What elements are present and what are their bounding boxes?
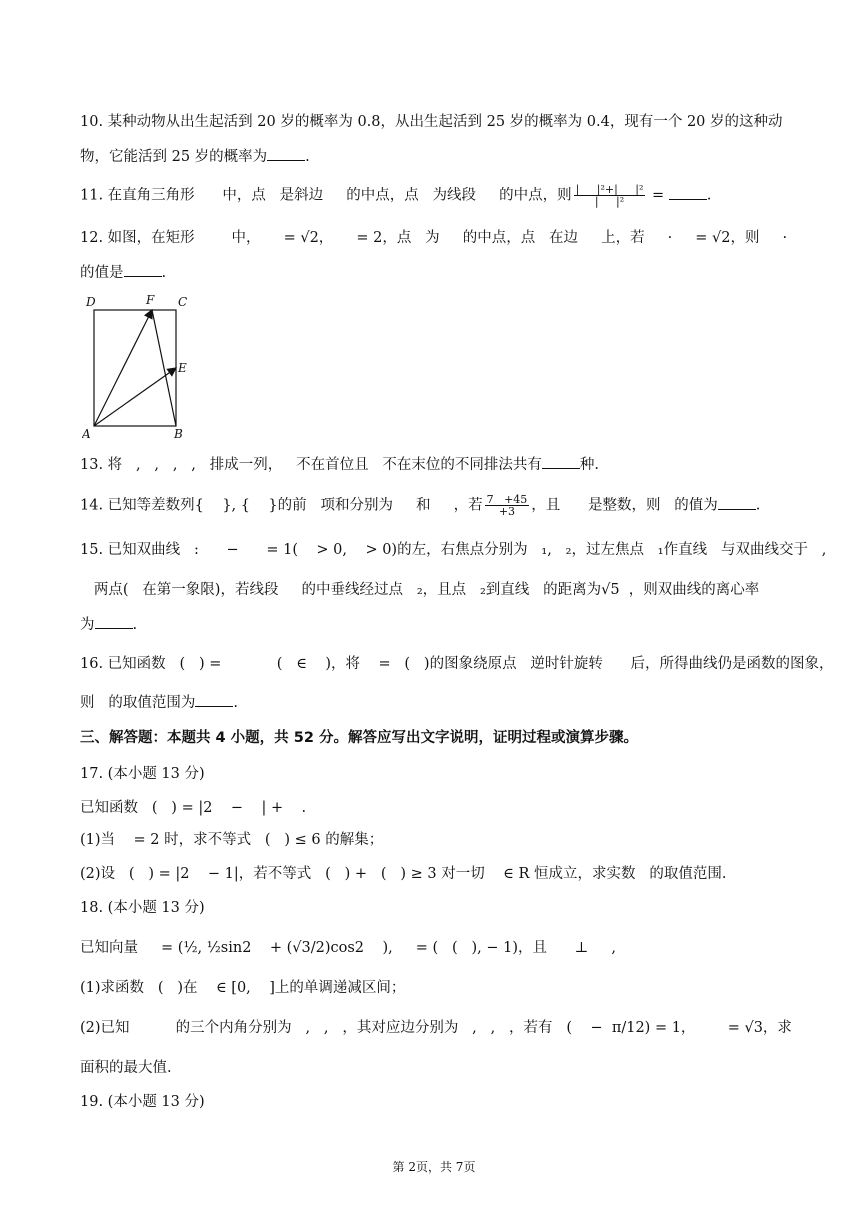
q12-text: 的值是 (80, 265, 124, 281)
page-footer: 第 2页，共 7页 (392, 1160, 476, 1174)
label-E: E (178, 361, 187, 375)
q18-title: 18. (本小题 13 分) (80, 900, 205, 916)
label-C: C (178, 295, 188, 309)
answer-blank (195, 692, 233, 707)
vector-AF (94, 310, 152, 426)
label-B: B (174, 427, 183, 441)
section-heading: 三、解答题：本题共 4 小题，共 52 分。解答应写出文字说明，证明过程或演算步骤。 (80, 730, 638, 746)
q15-line3: 为 . (80, 614, 137, 635)
q15-line1: 15. 已知双曲线 : − = 1( > 0, > 0)的左，右焦点分别为 ₁, ₂，过左焦点 ₁作直线 与双曲线交于 , (80, 542, 827, 558)
answer-blank (267, 146, 305, 161)
q16-line1: 16. 已知函数 ( ) = ( ∈ )，将 = ( )的图象绕原点 逆时针旋转 后，所得曲线仍是函数的图象， (80, 656, 834, 672)
answer-blank (95, 614, 133, 629)
q18-part1: (1)求函数 ( )在 ∈ [0, ]上的单调递减区间； (80, 980, 406, 996)
q17-title: 17. (本小题 13 分) (80, 766, 205, 782)
q12-line2: 的值是 . (80, 262, 166, 283)
q15-text: 为 (80, 617, 95, 633)
q12-line1: 12. 如图，在矩形 中， = √2， = 2，点 为 的中点，点 在边 上，若 · = √2，则 · (80, 230, 788, 246)
q11-text: 11. 在直角三角形 中，点 是斜边 的中点，点 为线段 的中点，则 (80, 187, 572, 204)
answer-blank (718, 495, 756, 510)
q11-numerator: | |²+| |² (575, 183, 644, 196)
answer-blank (669, 185, 707, 200)
q13-line (80, 454, 599, 475)
q14-line: 14. 已知等差数列{ }, { }的前 项和分别为 和 ，若 $\frac{7 +45}{+3}$ ，且 是整数，则 的值为 . (80, 493, 761, 518)
q17-stem: 已知函数 ( ) = |2 − | + . (80, 800, 307, 816)
q11-line: 11. 在直角三角形 中，点 是斜边 的中点，点 为线段 的中点，则 $\frac{\text{| |²+| |²}}{\text{| |²}}$ = . (80, 183, 712, 208)
rectangle-figure (82, 290, 202, 450)
q18-part2b: 面积的最大值. (80, 1060, 172, 1076)
q10-line1: 10. 某种动物从出生起活到 20 岁的概率为 0.8，从出生起活到 25 岁的概率为 0.4，现有一个 20 岁的这种动 (80, 114, 783, 130)
segment-FB (152, 310, 176, 426)
q11-fraction (574, 184, 646, 207)
q16-line2: 则 的取值范围为 . (80, 692, 238, 713)
q19-title: 19. (本小题 13 分) (80, 1094, 205, 1110)
vector-AE (94, 368, 176, 426)
q18-stem: 已知向量 = (½, ½sin2 + (√3/2)cos2 ), = ( ( ), − 1)，且 ⊥ , (80, 940, 616, 956)
q11-denominator: | |² (594, 195, 625, 208)
label-D: D (86, 295, 96, 309)
label-A: A (82, 427, 91, 441)
q14-numerator: 7 +45 (486, 493, 528, 506)
label-F: F (146, 293, 155, 307)
answer-blank (542, 454, 580, 469)
q13-suffix: 种. (579, 457, 600, 473)
q15-line2: 两点( 在第一象限)，若线段 的中垂线经过点 ₂，且点 ₂到直线 的距离为√5 ，则双曲线的离心率 (80, 582, 760, 598)
q17-part2: (2)设 ( ) = |2 − 1|，若不等式 ( ) + ( ) ≥ 3 对一切 ∈ R 恒成立，求实数 的取值范围. (80, 866, 727, 882)
q13-text: 13. 将 , , , , 排成一列， 不在首位且 不在末位的不同排法共有 (80, 457, 542, 473)
answer-blank (124, 262, 162, 277)
q14-fraction (485, 494, 530, 517)
q14-text: 14. 已知等差数列{ }, { }的前 项和分别为 和 ，若 (80, 497, 483, 514)
q16-text: 则 的取值范围为 (80, 695, 196, 711)
q18-part2: (2)已知 的三个内角分别为 , , ，其对应边分别为 , , ，若有 ( − π/12) = 1， = √3，求 (80, 1020, 792, 1036)
q14-suffix: ，且 是整数，则 的值为 (531, 497, 718, 514)
q14-denominator: +3 (498, 505, 516, 518)
q10-line2: 物，它能活到 25 岁的概率为 . (80, 146, 310, 167)
q10-text: 物，它能活到 25 岁的概率为 (80, 149, 268, 165)
q17-part1: (1)当 = 2 时，求不等式 ( ) ≤ 6 的解集； (80, 832, 384, 848)
